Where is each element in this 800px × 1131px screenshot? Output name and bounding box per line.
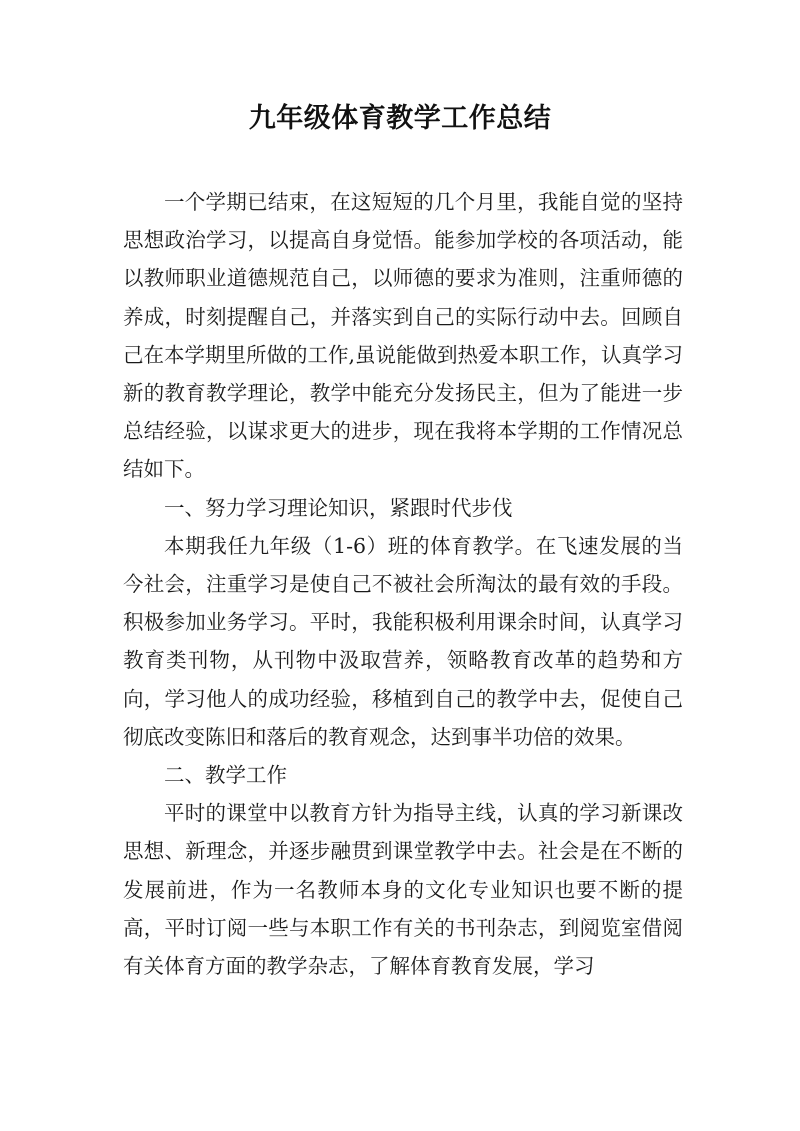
paragraph-section-2: 平时的课堂中以教育方针为指导主线，认真的学习新课改思想、新理念，并逐步融贯到课堂教学中去。社会是在不断的发展前进，作为一名教师本身的文化专业知识也要不断的提高，平时订阅一些与本职工作有关的书刊杂志，到阅览室借阅有关体育方面的教学杂志，了解体育教育发展，学习 — [123, 801, 683, 979]
document-title: 九年级体育教学工作总结 — [248, 103, 552, 134]
section-heading-1: 一、努力学习理论知识，紧跟时代步伐 — [164, 495, 513, 520]
paragraph-intro: 一个学期已结束，在这短短的几个月里，我能自觉的坚持思想政治学习，以提高自身觉悟。能参加学校的各项活动，能以教师职业道德规范自己，以师德的要求为准则，注重师德的养成，时刻提醒自己，并落实到自己的实际行动中去。回顾自己在本学期里所做的工作,虽说能做到热爱本职工作，认真学习新的教育教学理论，教学中能充分发扬民主，但为了能进一步总结经验，以谋求更大的进步，现在我将本学期的工作情况总结如下。 — [123, 190, 684, 482]
section-heading-2: 二、教学工作 — [164, 763, 287, 788]
paragraph-section-1: 本期我任九年级（1-6）班的体育教学。在飞速发展的当今社会，注重学习是使自己不被社会所淘汰的最有效的手段。积极参加业务学习。平时，我能积极利用课余时间，认真学习教育类刊物，从刊物中汲取营养，领略教育改革的趋势和方向，学习他人的成功经验，移植到自己的教学中去，促使自己彻底改变陈旧和落后的教育观念，达到事半功倍的效果。 — [123, 533, 683, 749]
document-body — [123, 183, 683, 985]
